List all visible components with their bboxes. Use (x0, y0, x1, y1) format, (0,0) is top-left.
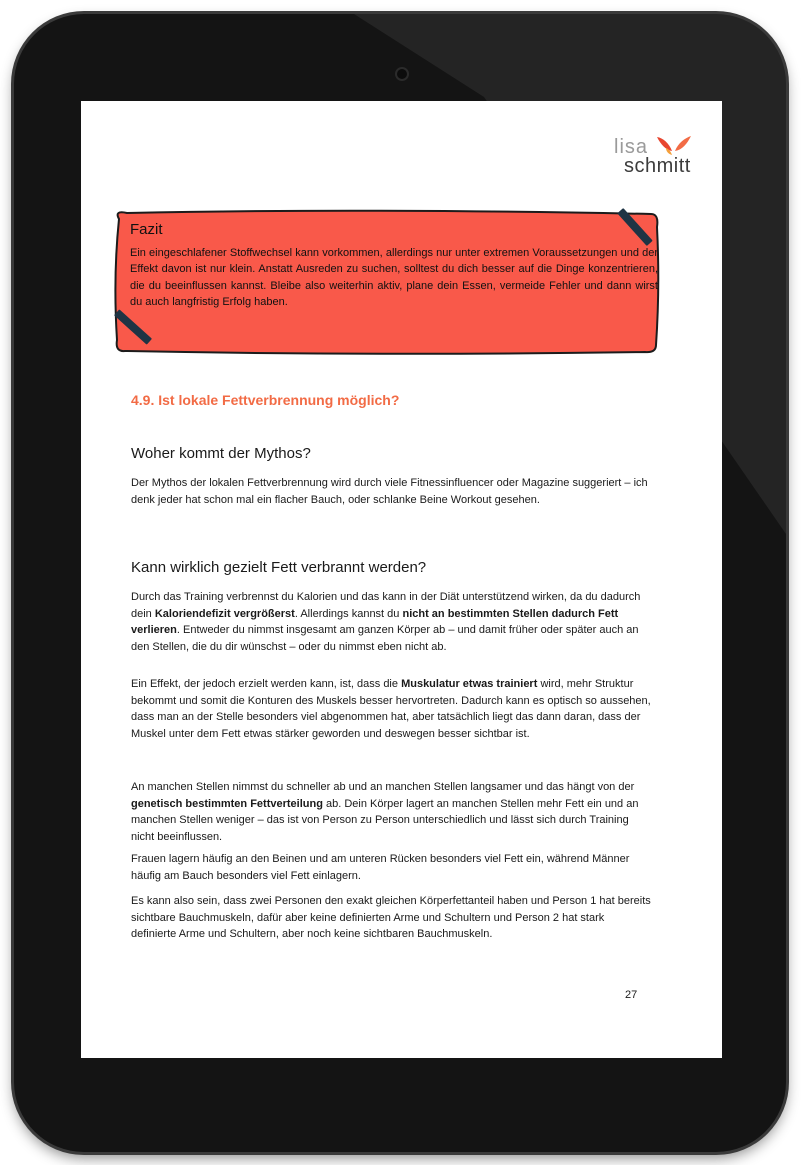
subheading-fett-verbrennen: Kann wirklich gezielt Fett verbrannt werden? (131, 559, 427, 576)
paragraph-koerperfett: Es kann also sein, dass zwei Personen den exakt gleichen Körperfettanteil haben und Person 1 hat bereits sichtbare Bauchmuskeln, dafür aber keine definierten Arme und Schultern und Person 2 hat stark definierte Arme und Schultern, aber noch keine sichtbaren Bauchmuskeln. (131, 895, 651, 941)
section-heading: 4.9. Ist lokale Fettverbrennung möglich? (131, 392, 400, 408)
paragraph-mythos: Der Mythos der lokalen Fettverbrennung wird durch viele Fitnessinfluencer oder Magazine suggeriert – ich denk jeder hat schon mal ein flacher Bauch, oder schlanke Beine Workout gesehen. (131, 477, 648, 506)
brand-logo (611, 129, 711, 179)
logo-first-name: lisa (614, 136, 649, 158)
subheading-mythos: Woher kommt der Mythos? (131, 445, 311, 462)
camera-icon (397, 69, 407, 79)
paragraph-muskulatur: Ein Effekt, der jedoch erzielt werden kann, ist, dass die Muskulatur etwas trainiert wird, mehr Struktur bekommt und somit die Konturen des Muskels besser hervortreten. Dadurch kann es optisch so aussehen, dass man an der Stelle besonders viel abgenommen hat, aber tatsächlich liegt das dann daran, dass der Muskel unter dem Fett etwas stärker geworden und deswegen besser sichtbar ist. (131, 678, 651, 740)
logo-last-name: schmitt (624, 155, 691, 177)
fazit-box (111, 207, 661, 359)
paragraph-fettverteilung: An manchen Stellen nimmst du schneller ab und an manchen Stellen langsamer und das hängt von der genetisch bestimmten Fettverteilung ab. Dein Körper lagert an manchen Stellen mehr Fett ein und an manchen Stellen weniger – das ist von Person zu Person unterschiedlich und lässt sich durch Training nicht beeinflussen. (131, 781, 639, 843)
document-page (81, 101, 722, 1058)
paragraph-training: Durch das Training verbrennst du Kalorien und das kann in der Diät unterstützend wirken, da du dadurch dein Kaloriendefizit vergrößerst. Allerdings kannst du nicht an bestimmten Stellen dadurch Fett verlieren. Entweder du nimmst insgesamt am ganzen Körper ab – und damit früher oder später auch an den Stellen, die du dir wünschst – oder du nimmst eben nicht ab. (131, 591, 641, 653)
page-number: 27 (625, 989, 638, 1001)
tablet-frame (14, 14, 786, 1152)
wings-icon (655, 134, 693, 156)
fazit-title: Fazit (130, 221, 163, 238)
paragraph-frauen-maenner: Frauen lagern häufig an den Beinen und am unteren Rücken besonders viel Fett ein, während Männer häufig am Bauch besonders viel Fett einlagern. (131, 853, 630, 882)
fazit-text: Ein eingeschlafener Stoffwechsel kann vorkommen, allerdings nur unter extremen Voraussetzungen und der Effekt davon ist nur klein. Anstatt Ausreden zu suchen, solltest du dich besser auf die Dinge konzentrieren, die du beeinflussen kannst. Bleibe also weiterhin aktiv, plane dein Essen, vermeide Fehler und dann wirst du auch langfristig Erfolg haben. (130, 247, 658, 308)
